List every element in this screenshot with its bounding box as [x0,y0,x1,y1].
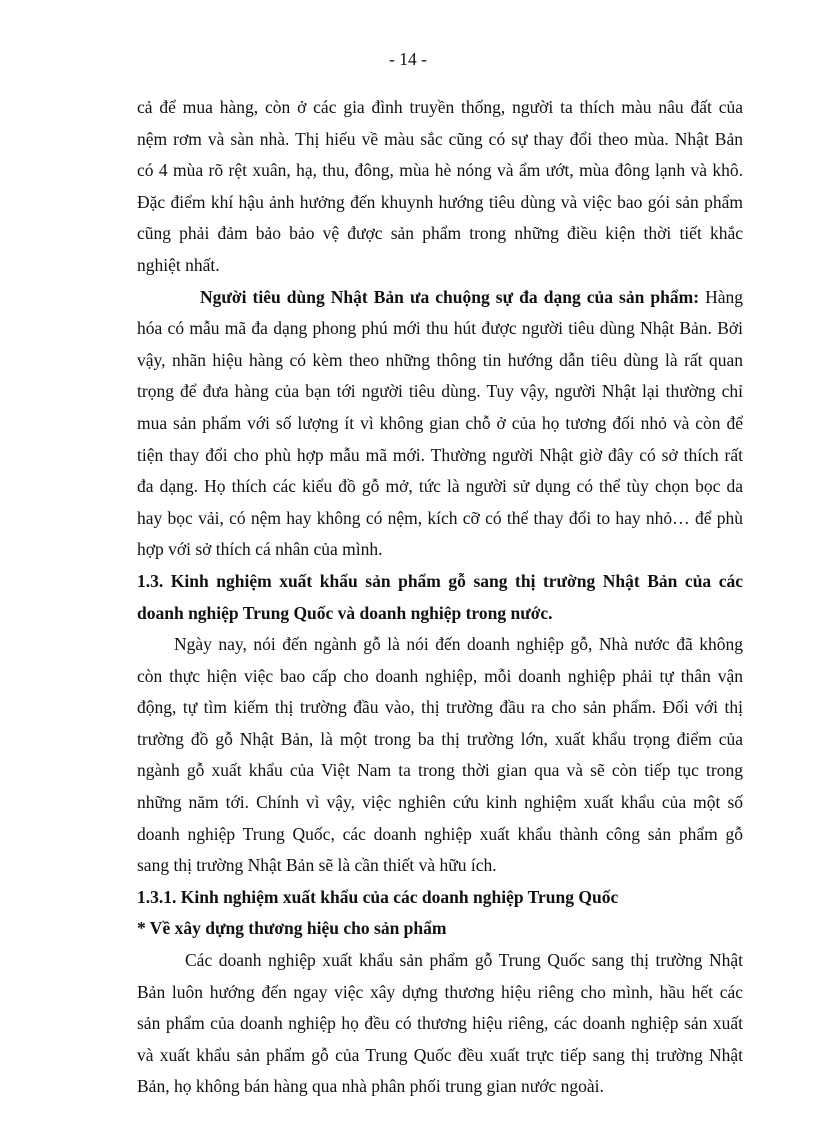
text-line: Bản, họ không bán hàng qua nhà phân phối trung gian nước ngoài. [137,1076,604,1097]
text-line: trọng để đưa hàng của bạn tới người tiêu dùng. Tuy vậy, người Nhật lại thường chỉ [137,381,743,402]
text-line: những năm tới. Chính vì vậy, việc nghiên cứu kinh nghiệm xuất khẩu của một số [137,792,743,813]
text-line: hay bọc vải, có nệm hay không có nệm, kích cỡ có thể thay đổi to hay nhỏ… để phù [137,507,743,528]
text-line: trường đồ gỗ Nhật Bản, là một trong ba thị trường lớn, xuất khẩu trọng điểm của [137,728,743,749]
text-line: nghiệt nhất. [137,254,220,275]
text-line: vậy, nhãn hiệu hàng có kèm theo những thông tin hướng dẫn tiêu dùng là rất quan [137,349,743,370]
text-line: đa dạng. Họ thích các kiểu đồ gỗ mở, tức là người sử dụng có thể tùy chọn bọc da [137,476,743,497]
text-line: doanh nghiệp Trung Quốc, các doanh nghiệp xuất khẩu thành công sản phẩm gỗ [137,823,743,844]
text-line: sang thị trường Nhật Bản sẽ là cần thiết và hữu ích. [137,855,497,876]
text-line-first [137,282,743,314]
text-line: hóa có mẫu mã đa dạng phong phú mới thu hút được người tiêu dùng Nhật Bản. Bởi [137,318,743,339]
section-heading-1-3-1: 1.3.1. Kinh nghiệm xuất khẩu của các doanh nghiệp Trung Quốc [137,886,619,907]
text-line: cả để mua hàng, còn ở các gia đình truyền thống, người ta thích màu nâu đất của [137,97,743,117]
page-number: - 14 - [389,49,427,69]
page-content [137,92,743,1103]
heading-line: doanh nghiệp Trung Quốc và doanh nghiệp trong nước. [137,602,553,623]
text-line: nệm rơm và sàn nhà. Thị hiếu về màu sắc cũng có sự thay đổi theo mùa. Nhật Bản [137,128,743,149]
paragraph-brand [137,945,743,1103]
text-line: động, tự tìm kiếm thị trường đầu vào, thị trường đầu ra cho sản phẩm. Đối với thị [137,697,743,718]
text-line: còn thực hiện việc bao cấp cho doanh nghiệp, mỗi doanh nghiệp phải tự thân vận [137,665,743,686]
section-heading-1-3 [137,566,743,629]
text-line: cũng phải đảm bảo bảo vệ được sản phẩm trong những điều kiện thời tiết khắc [137,223,743,244]
text-line-first: Ngày nay, nói đến ngành gỗ là nói đến doanh nghiệp gỗ, Nhà nước đã không [174,634,743,655]
bold-lead-text: Người tiêu dùng Nhật Bản ưa chuộng sự đa dạng của sản phẩm: [200,286,700,307]
text-line: ngành gỗ xuất khẩu của Việt Nam ta trong thời gian qua và sẽ còn tiếp tục trong [137,760,743,781]
text-line: Đặc điểm khí hậu ảnh hưởng đến khuynh hướng tiêu dùng và việc bao gói sản phẩm [137,191,743,212]
text-line: có 4 mùa rõ rệt xuân, hạ, thu, đông, mùa hè nóng và ẩm ướt, mùa đông lạnh và khô. [137,160,743,181]
heading-line: 1.3. Kinh nghiệm xuất khẩu sản phẩm gỗ sang thị trường Nhật Bản của các [137,570,743,591]
subheading-brand: * Về xây dựng thương hiệu cho sản phẩm [137,918,447,939]
text-line: Bản luôn hướng đến ngay việc xây dựng thương hiệu riêng cho mình, hầu hết các [137,981,743,1002]
text-line: mua sản phẩm với số lượng ít vì không gian chỗ ở của họ tương đối nhỏ và còn để [137,412,743,433]
text-line: tiện thay đổi cho phù hợp mẫu mã mới. Thường người Nhật giờ đây có sở thích rất [137,444,743,465]
text-line-first: Các doanh nghiệp xuất khẩu sản phẩm gỗ Trung Quốc sang thị trường Nhật [185,950,743,971]
text-line-rest: Hàng [699,286,743,307]
paragraph-climate [137,92,743,282]
text-line: hợp với sở thích cá nhân của mình. [137,539,383,560]
text-line: sản phẩm của doanh nghiệp họ đều có thương hiệu riêng, các doanh nghiệp sản xuất [137,1013,743,1034]
paragraph-diversity [137,282,743,566]
paragraph-experience [137,629,743,882]
text-line: và xuất khẩu sản phẩm gỗ của Trung Quốc đều xuất trực tiếp sang thị trường Nhật [137,1044,743,1065]
